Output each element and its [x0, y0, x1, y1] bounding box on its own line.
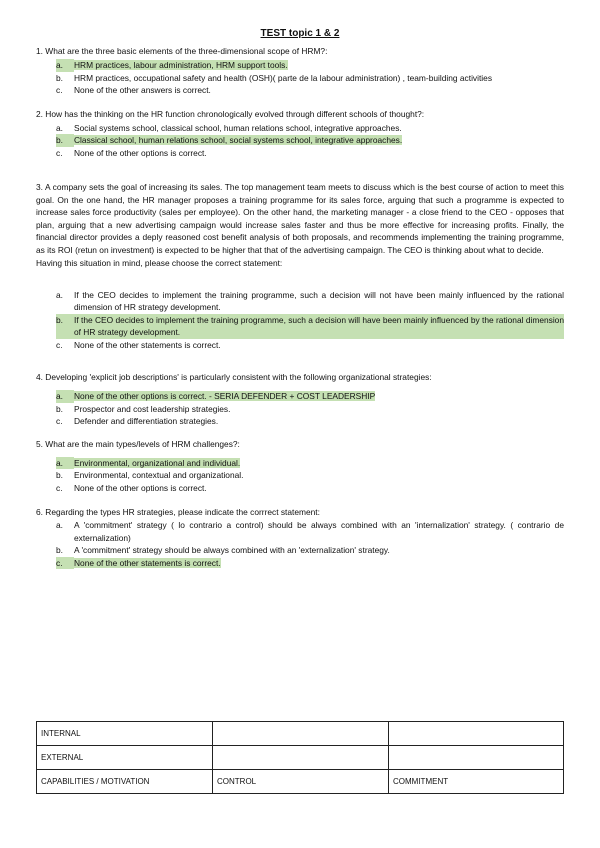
question-1: 1. What are the three basic elements of the three-dimensional scope of HRM?:: [36, 46, 328, 56]
q4-option-b: b. Prospector and cost leadership strategies.: [56, 403, 231, 414]
q2-option-c: c. None of the other options is correct.: [56, 147, 207, 158]
q5-option-b: b. Environmental, contextual and organizational.: [56, 470, 244, 481]
q4-option-a-text: None of the other options is correct. - SERIA DEFENDER + COST LEADERSHIP: [74, 391, 376, 402]
question-1-options: [56, 59, 564, 97]
q6-option-c-text: None of the other statements is correct.: [74, 557, 221, 568]
table-cell: [389, 722, 564, 746]
table-cell: CONTROL: [213, 770, 389, 794]
q5-option-c: c. None of the other options is correct.: [56, 482, 207, 493]
q1-option-a-text: HRM practices, labour administration, HRM support tools.: [74, 60, 288, 70]
question-5-options: [56, 457, 564, 495]
q3-option-b: b. If the CEO decides to implement the training programme, such a decision will have been mainly influenced by the rational dimension of HR strategy development.: [56, 314, 564, 338]
table-cell: INTERNAL: [37, 722, 213, 746]
page-title: TEST topic 1 & 2: [260, 28, 340, 39]
table-cell: [389, 746, 564, 770]
question-3-options: [56, 289, 564, 352]
q2-option-b: b. Classical school, human relations school, social systems school, integrative approaches.: [56, 135, 403, 145]
q5-option-a: a. Environmental, organizational and individual.: [56, 457, 241, 468]
question-2-options: [56, 122, 564, 160]
q3-option-a: a. If the CEO decides to implement the training programme, such a decision will not have been mainly influenced by the rational dimension of HR strategy development.: [56, 289, 564, 313]
q4-option-a: a. None of the other options is correct. - SERIA DEFENDER + COST LEADERSHIP: [56, 391, 376, 402]
question-5: 5. What are the main types/levels of HRM challenges?:: [36, 438, 240, 449]
q1-option-b: b. HRM practices, occupational safety and health (OSH)( parte de la labour administration) , team-building activities: [56, 72, 493, 83]
table-row: [37, 722, 564, 746]
table-cell: [213, 722, 389, 746]
question-6-options: [56, 519, 564, 569]
q3-option-c: c. None of the other statements is correct.: [56, 339, 221, 350]
table-row: [37, 746, 564, 770]
question-4-options: [56, 390, 564, 428]
q2-option-a: a. Social systems school, classical school, human relations school, integrative approaches.: [56, 122, 402, 133]
question-6: 6. Regarding the types HR strategies, please indicate the corrrect statement:: [36, 507, 320, 518]
table-row: [37, 770, 564, 794]
q5-option-a-text: Environmental, organizational and individual.: [74, 457, 241, 468]
document-page: [36, 28, 564, 569]
question-2: 2. How has the thinking on the HR function chronologically evolved through different schools of thought?:: [36, 108, 425, 119]
table-cell: EXTERNAL: [37, 746, 213, 770]
q4-option-c: c. Defender and differentiation strategies.: [56, 416, 219, 427]
table-cell: CAPABILITIES / MOTIVATION: [37, 770, 213, 794]
question-3-prompt: Having this situation in mind, please choose the correct statement:: [36, 257, 283, 268]
q2-option-b-text: Classical school, human relations school, social systems school, integrative approaches.: [74, 135, 403, 145]
strategy-table: [36, 721, 564, 794]
q6-option-b: b. A 'commitment' strategy should be always combined with an 'externalization' strategy.: [56, 545, 390, 556]
table-cell: COMMITMENT: [389, 770, 564, 794]
q1-option-a: a. HRM practices, labour administration, HRM support tools.: [56, 60, 288, 70]
table-cell: [213, 746, 389, 770]
q6-option-c: c. None of the other statements is correct.: [56, 557, 221, 568]
question-4: 4. Developing 'explicit job descriptions' is particularly consistent with the following organizational strategies:: [36, 372, 432, 383]
q6-option-a: a. A 'commitment' strategy ( lo contrario a control) should be always combined with an 'internalization' strategy. ( contrario de externalization): [56, 520, 564, 543]
question-3: 3. A company sets the goal of increasing its sales. The top management team meets to discuss which is the best course of action to meet this goal. On the one hand, the HR manager proposes a training programme for its sales force, arguing that such a programme is expected to increase sales force productivity (sales per employee). On the other hand, the marketing manager - a close friend to the CEO - opposes that plan, arguing that a new advertising campaign would increase sales faster and thus be more effective for increasing profits. Finally, the financial director provides a deply reasoned cost benefit analysis of both proposals, and recommends implementing the training programme, as its ROI (retun on investment) is expected to be higher that that of the advertising campaign. The CEO is thinking about what to decide.: [36, 182, 564, 255]
q1-option-c: c. None of the other answers is correct.: [56, 85, 211, 95]
